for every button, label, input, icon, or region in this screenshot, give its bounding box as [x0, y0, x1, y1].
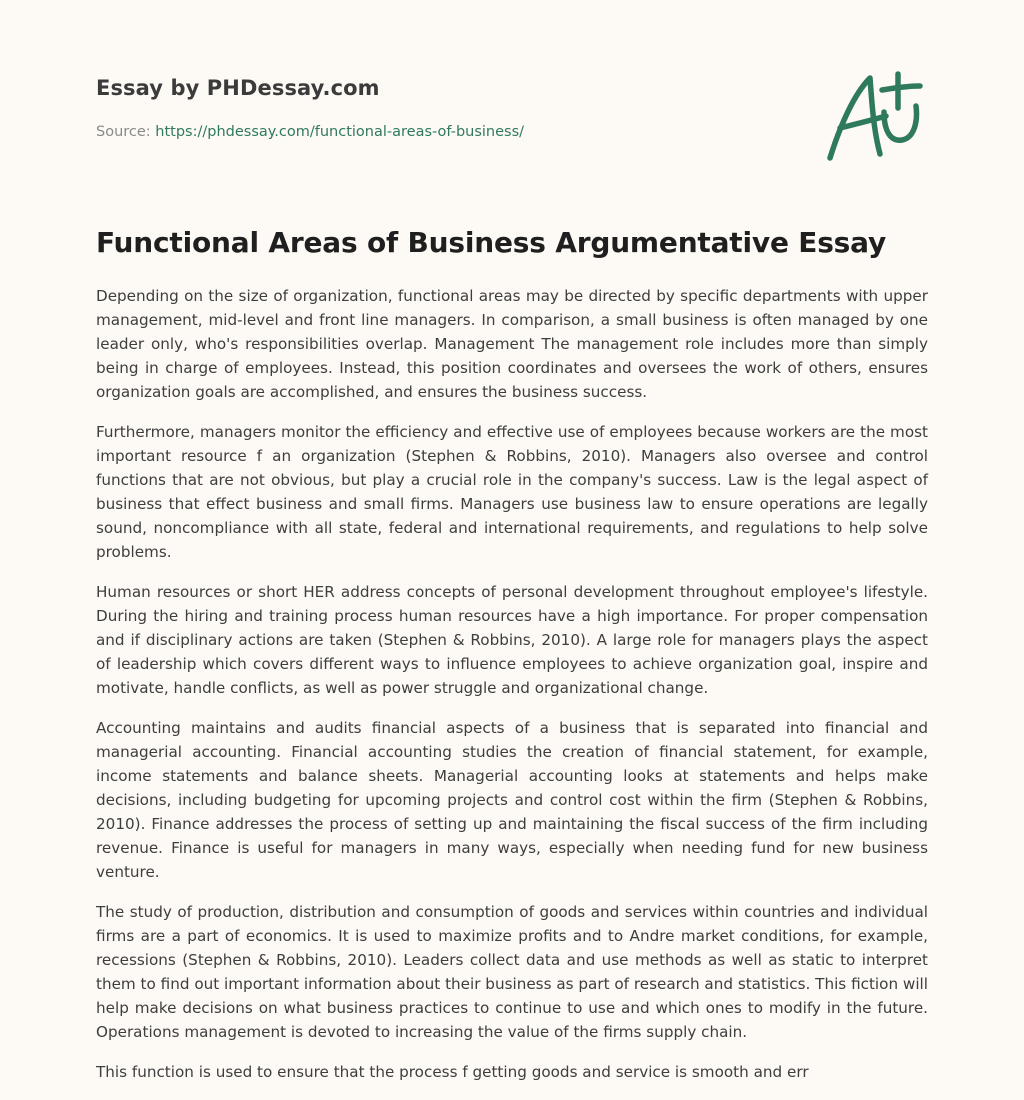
source-line: [96, 124, 524, 140]
essay-page: [96, 0, 928, 1081]
essay-paragraph: Furthermore, managers monitor the efficiency and effective use of employees because workers are the most important resource f an organization (Stephen & Robbins, 2010). Managers also oversee and control functions that are not obvious, but play a crucial role in the company's success. Law is the legal aspect of business that effect business and small firms. Managers use business law to ensure operations are legally sound, noncompliance with all state, federal and international requirements, and regulations to help solve problems.: [96, 423, 928, 561]
essay-paragraph: Depending on the size of organization, functional areas may be directed by specific departments with upper management, mid-level and front line managers. In comparison, a small business is often managed by one leader only, who's responsibilities overlap. Management The management role includes more than simply being in charge of employees. Instead, this position coordinates and oversees the work of others, ensures organization goals are accomplished, and ensures the business success.: [96, 287, 928, 401]
essay-paragraph-truncated: This function is used to ensure that the process f getting goods and service is smooth and err: [96, 1063, 809, 1081]
essay-title: Functional Areas of Business Argumentative Essay: [96, 226, 887, 259]
essay-body: [96, 284, 928, 1100]
site-title: Essay by PHDessay.com: [96, 76, 380, 100]
essay-paragraph: Human resources or short HER address concepts of personal development throughout employee's lifestyle. During the hiring and training process human resources have a high importance. For proper compensation and if disciplinary actions are taken (Stephen & Robbins, 2010). A large role for managers plays the aspect of leadership which covers different ways to influence employees to achieve organization goal, inspire and motivate, handle conflicts, as well as power struggle and organizational change.: [96, 583, 928, 697]
a-plus-logo-icon: [824, 66, 928, 166]
essay-paragraph: The study of production, distribution and consumption of goods and services within countries and individual firms are a part of economics. It is used to maximize profits and to Andre market conditions, for example, recessions (Stephen & Robbins, 2010). Leaders collect data and use methods as well as static to interpret them to find out important information about their business as part of research and statistics. This fiction will help make decisions on what business practices to continue to use and which ones to modify in the future. Operations management is devoted to increasing the value of the firms supply chain.: [96, 903, 928, 1041]
essay-paragraph: Accounting maintains and audits financial aspects of a business that is separated into financial and managerial accounting. Financial accounting studies the creation of financial statement, for example, income statements and balance sheets. Managerial accounting looks at statements and helps make decisions, including budgeting for upcoming projects and control cost within the firm (Stephen & Robbins, 2010). Finance addresses the process of setting up and maintaining the fiscal success of the firm including revenue. Finance is useful for managers in many ways, especially when needing fund for new business venture.: [96, 719, 928, 881]
page-header: [96, 0, 928, 200]
source-label: Source:: [96, 124, 151, 140]
source-link[interactable]: https://phdessay.com/functional-areas-of-business/: [155, 124, 525, 140]
